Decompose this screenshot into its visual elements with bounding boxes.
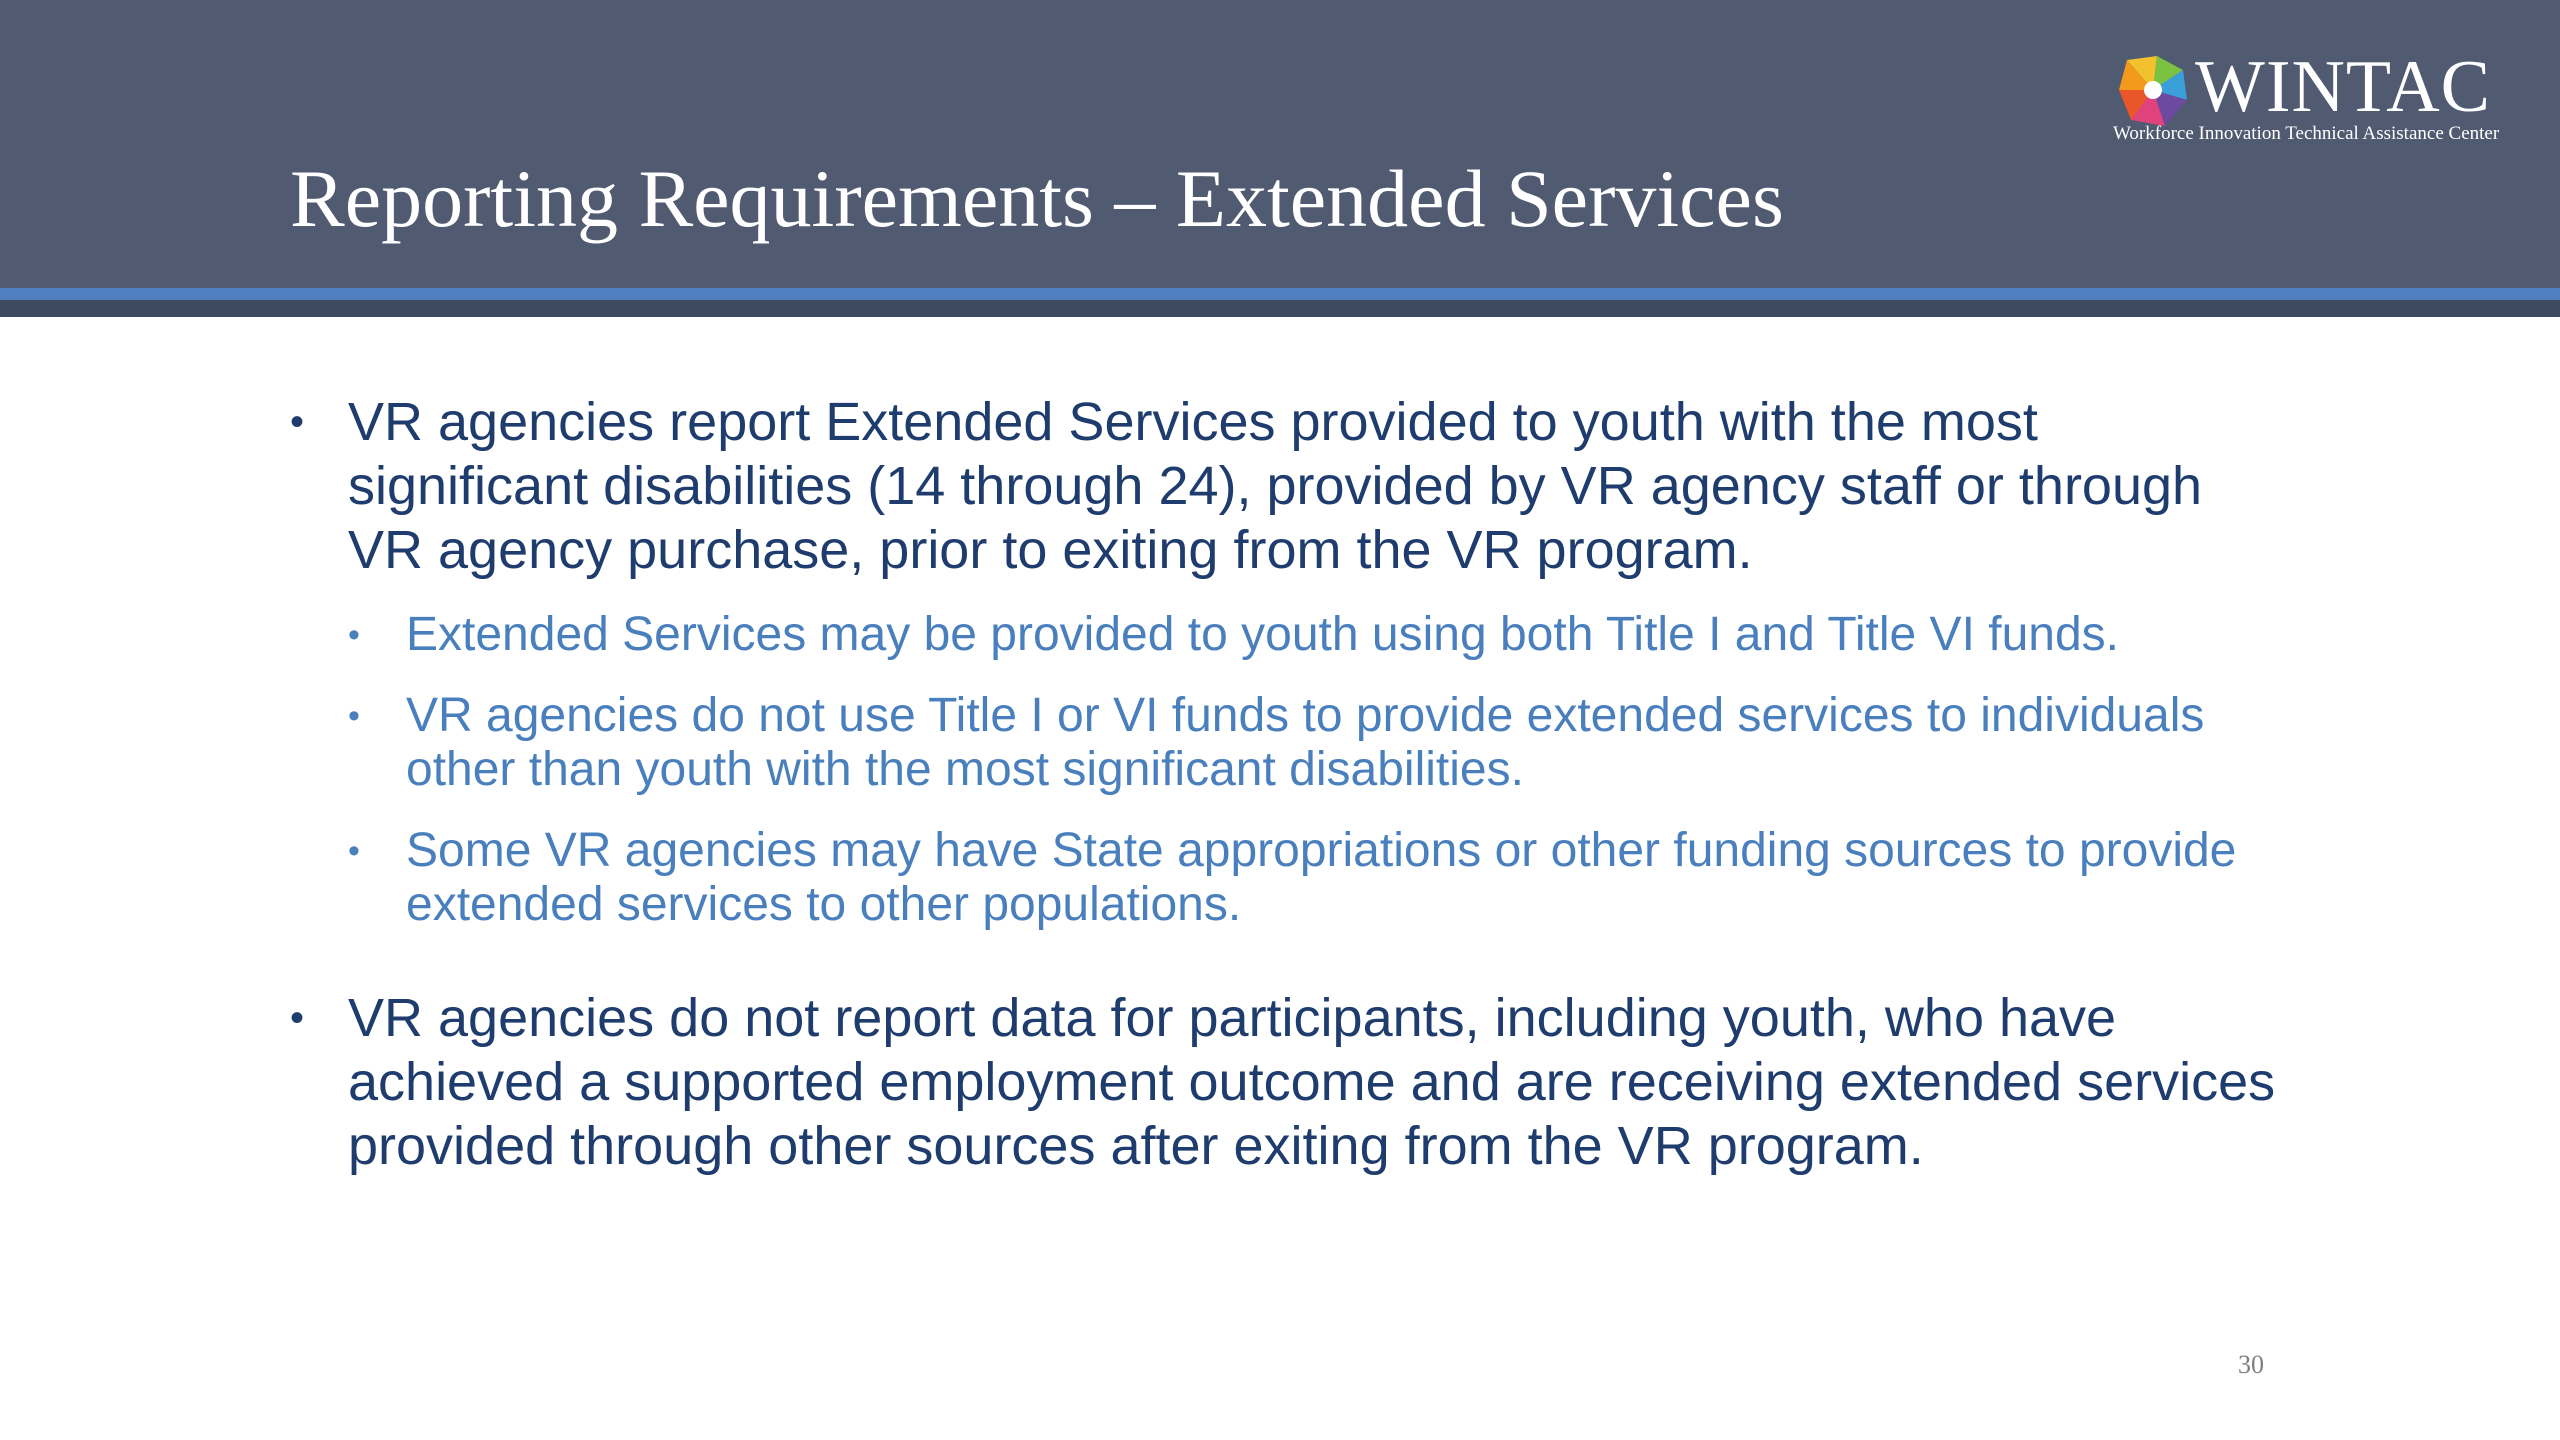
bullet-level2 xyxy=(348,824,2290,932)
bullet-text: VR agencies report Extended Services provided to youth with the most significant disabilities (14 through 24), provided by VR agency staff or through VR agency purchase, prior to exiting from the VR program. xyxy=(348,392,2203,580)
bullet-marker: • xyxy=(348,832,360,870)
slide-header xyxy=(0,0,2560,288)
sub-bullet-text: Some VR agencies may have State appropriations or other funding sources to provide extended services to other populations. xyxy=(406,824,2237,931)
wintac-logo xyxy=(2105,48,2525,148)
header-accent-rule xyxy=(0,288,2560,300)
bullet-marker: • xyxy=(348,697,360,735)
bullet-text: VR agencies do not report data for participants, including youth, who have achieved a supported employment outcome and are receiving extended services provided through other sources after exiting from the VR program. xyxy=(348,988,2276,1176)
slide-title: Reporting Requirements – Extended Services xyxy=(290,153,1784,244)
pinwheel-logo-icon xyxy=(2113,50,2193,130)
logo-tagline: Workforce Innovation Technical Assistance Center xyxy=(2113,123,2500,144)
page-number: 30 xyxy=(2238,1350,2264,1379)
bullet-marker: • xyxy=(290,996,305,1040)
bullet-level1 xyxy=(290,390,2290,582)
slide-body xyxy=(290,390,2290,1178)
header-bottom-rule xyxy=(0,300,2560,317)
bullet-marker: • xyxy=(290,400,305,444)
logo-wordmark: WINTAC xyxy=(2195,46,2492,128)
bullet-level1 xyxy=(290,986,2290,1178)
sub-bullet-text: Extended Services may be provided to youth using both Title I and Title VI funds. xyxy=(406,608,2119,661)
bullet-level2 xyxy=(348,608,2290,662)
bullet-level2 xyxy=(348,689,2290,797)
bullet-marker: • xyxy=(348,616,360,654)
sub-bullet-text: VR agencies do not use Title I or VI funds to provide extended services to individuals other than youth with the most significant disabilities. xyxy=(406,689,2205,796)
